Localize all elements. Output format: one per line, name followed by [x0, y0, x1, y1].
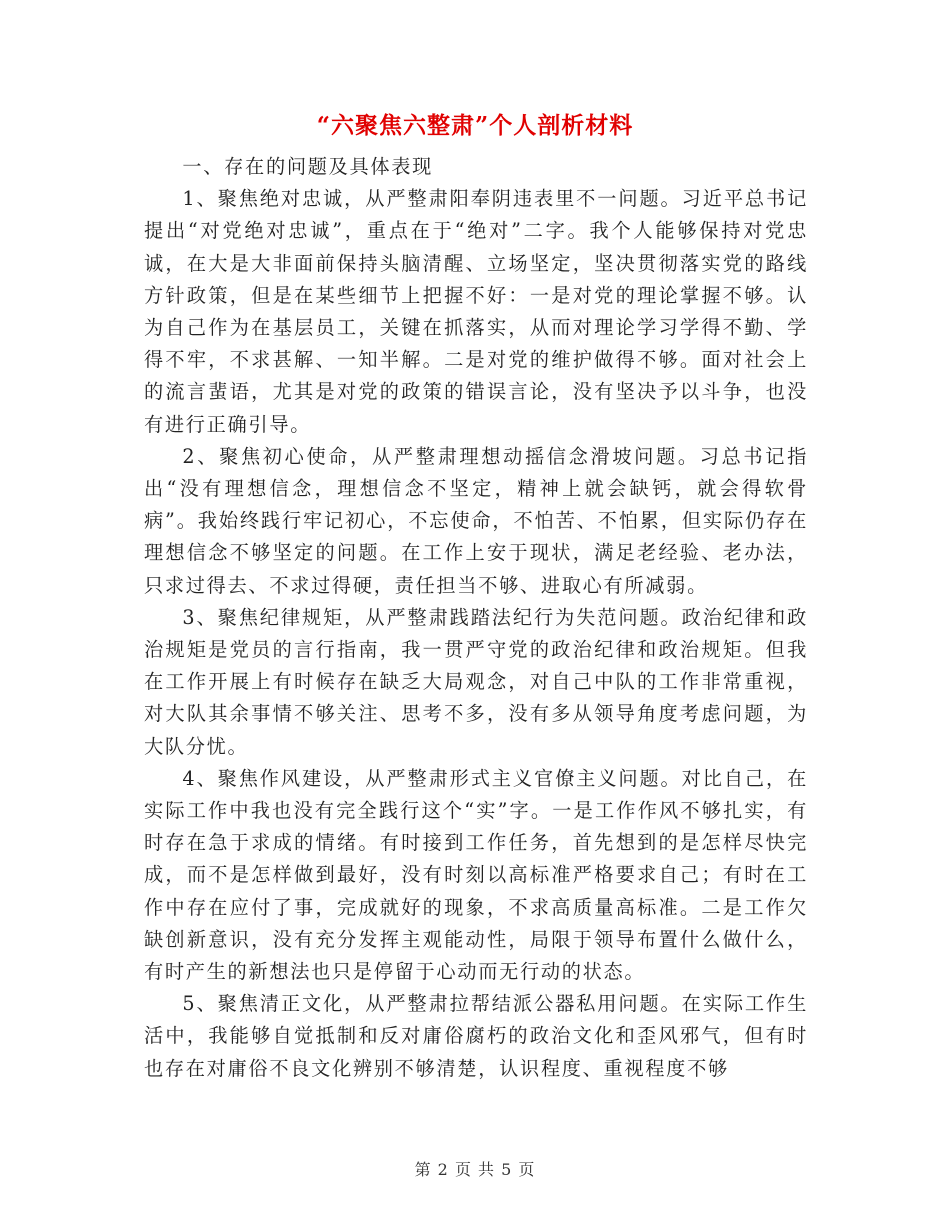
- document-title: “六聚焦六整肃”个人剖析材料: [316, 112, 634, 139]
- paragraph-4: 4、聚焦作风建设，从严整肃形式主义官僚主义问题。对比自己，在实际工作中我也没有完全践行这个“实”字。一是工作作风不够扎实，有时存在急于求成的情绪。有时接到工作任务，首先想到的是怎样尽快完成，而不是怎样做到最好，没有时刻以高标准严格要求自己；有时在工作中存在应付了事，完成就好的现象，不求高质量高标准。二是工作欠缺创新意识，没有充分发挥主观能动性，局限于领导布置什么做什么，有时产生的新想法也只是停留于心动而无行动的状态。: [144, 766, 808, 984]
- paragraph-1: 1、聚焦绝对忠诚，从严整肃阳奉阴违表里不一问题。习近平总书记提出“对党绝对忠诚”，重点在于“绝对”二字。我个人能够保持对党忠诚，在大是大非面前保持头脑清醒、立场坚定，坚决贯彻落实党的路线方针政策，但是在某些细节上把握不好：一是对党的理论掌握不够。认为自己作为在基层员工，关键在抓落实，从而对理论学习学得不勤、学得不牢，不求甚解、一知半解。二是对党的维护做得不够。面对社会上的流言蜚语，尤其是对党的政策的错误言论，没有坚决予以斗争，也没有进行正确引导。: [144, 187, 808, 436]
- page-footer: 第 2 页 共 5 页: [414, 1160, 536, 1179]
- document-body: [144, 151, 808, 1085]
- section-heading: 一、存在的问题及具体表现: [182, 155, 434, 178]
- paragraph-2: 2、聚焦初心使命，从严整肃理想动摇信念滑坡问题。习总书记指出“没有理想信念，理想信念不坚定，精神上就会缺钙，就会得软骨病”。我始终践行牢记初心，不忘使命，不怕苦、不怕累，但实际仍存在理想信念不够坚定的问题。在工作上安于现状，满足老经验、老办法，只求过得去、不求过得硬，责任担当不够、进取心有所减弱。: [144, 444, 808, 597]
- paragraph-5: 5、聚焦清正文化，从严整肃拉帮结派公器私用问题。在实际工作生活中，我能够自觉抵制和反对庸俗腐朽的政治文化和歪风邪气，但有时也存在对庸俗不良文化辨别不够清楚，认识程度、重视程度不够: [144, 992, 808, 1080]
- paragraph-3: 3、聚焦纪律规矩，从严整肃践踏法纪行为失范问题。政治纪律和政治规矩是党员的言行指南，我一贯严守党的政治纪律和政治规矩。但我在工作开展上有时候存在缺乏大局观念，对自己中队的工作非常重视，对大队其余事情不够关注、思考不多，没有多从领导角度考虑问题，为大队分忧。: [144, 605, 808, 758]
